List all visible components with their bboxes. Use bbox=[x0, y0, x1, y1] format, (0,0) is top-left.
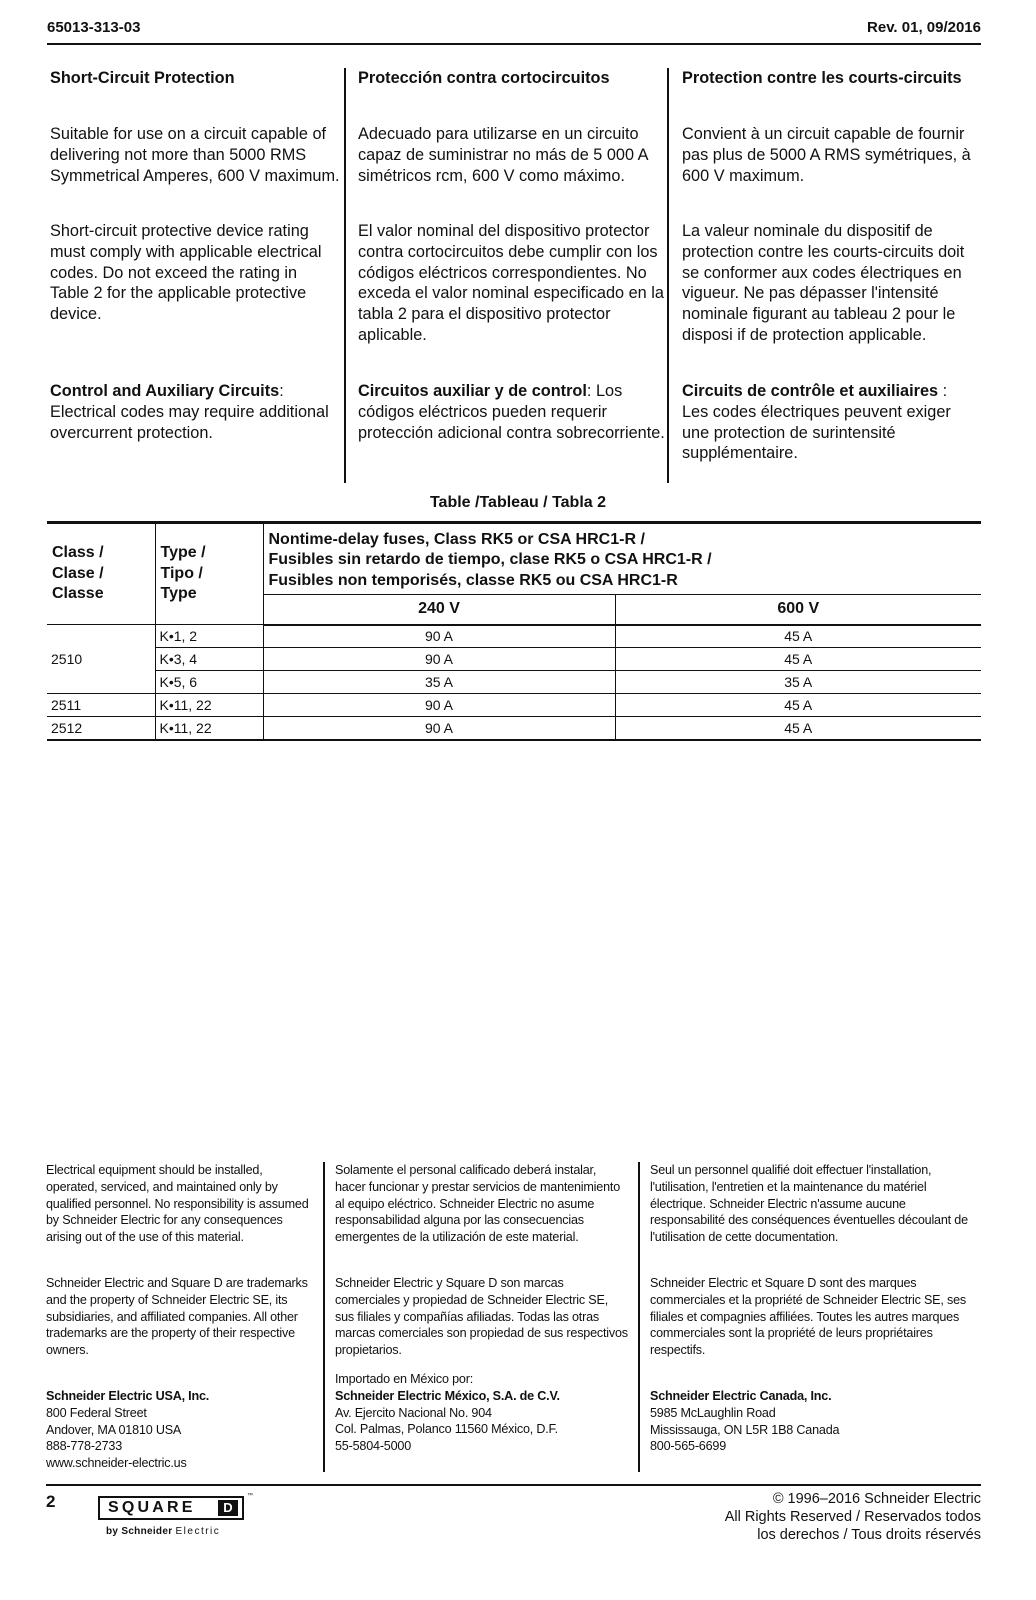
note-heading: Circuitos auxiliar y de control bbox=[358, 382, 587, 400]
phone-number: 888-778-2733 bbox=[46, 1439, 123, 1454]
cell-600v: 45 A bbox=[615, 648, 981, 671]
address-line: Andover, MA 01810 USA bbox=[46, 1422, 182, 1437]
address-line: Mississauga, ON L5R 1B8 Canada bbox=[650, 1422, 840, 1437]
copyright-notice bbox=[725, 1490, 981, 1544]
copyright-line: © 1996–2016 Schneider Electric bbox=[772, 1491, 981, 1507]
paragraph: La valeur nominale du dispositif de protection contre les courts-circuits doit se conformer aux codes électriques en vigueur. Ne pas dépasser l'intensité nominale figurant au tableau 2 pour le disposi if de protection applicable. bbox=[682, 222, 965, 344]
logo-by-schneider: by Schneider bbox=[106, 1526, 173, 1537]
paragraph: Adecuado para utilizarse en un circuito capaz de suministrar no más de 5 000 A simétricos rcm, 600 V como máximo. bbox=[358, 125, 648, 185]
header-type bbox=[155, 523, 263, 625]
fuse-rating-table bbox=[47, 521, 981, 741]
note-punct: : bbox=[586, 382, 592, 400]
cell-240v: 90 A bbox=[263, 648, 615, 671]
header-line: Type bbox=[160, 585, 197, 603]
header-class bbox=[47, 523, 155, 625]
footer-column-spanish bbox=[323, 1162, 628, 1472]
column-spanish bbox=[344, 68, 665, 483]
logo-electric: Electric bbox=[175, 1526, 221, 1537]
footer-paragraph: Seul un personnel qualifié doit effectuer l'installation, l'utilisation, l'entretien et la maintenance du matériel électrique. Schneider Electric n'assume aucune responsabilité des conséquences éventuelles découlant de l'utilisation de cette documentation. bbox=[650, 1163, 968, 1245]
logo-wordmark bbox=[98, 1496, 244, 1520]
note-heading: Circuits de contrôle et auxiliaires bbox=[682, 382, 939, 400]
logo-byline bbox=[106, 1526, 220, 1537]
footer-paragraph: Schneider Electric and Square D are trademarks and the property of Schneider Electric SE, its subsidiaries, and affiliated companies. All other trademarks are the property of their respective owners. bbox=[46, 1276, 308, 1358]
header-fuses bbox=[263, 523, 981, 595]
column-french bbox=[667, 68, 981, 483]
note-text: Los códigos eléctricos pueden requerir protección adicional contra sobrecorriente. bbox=[358, 382, 665, 442]
page-bottom-bar bbox=[46, 1484, 981, 1564]
doc-number: 65013-313-03 bbox=[47, 19, 141, 36]
note-punct: : bbox=[938, 382, 948, 400]
footer-column-english bbox=[46, 1162, 316, 1472]
cell-type: K•11, 22 bbox=[155, 717, 263, 740]
cell-type: K•1, 2 bbox=[155, 625, 263, 648]
note-heading: Control and Auxiliary Circuits bbox=[50, 382, 280, 400]
page-header bbox=[47, 18, 981, 45]
address-line: Col. Palmas, Polanco 11560 México, D.F. bbox=[335, 1422, 558, 1437]
cell-type: K•5, 6 bbox=[155, 671, 263, 694]
footer-paragraph: Schneider Electric y Square D son marcas comerciales y propiedad de Schneider Electric SE, sus filiales y compañías afiliadas. Todas las otras marcas comerciales son propiedad de sus respectivos propietarios. bbox=[335, 1276, 628, 1358]
footer-address bbox=[335, 1371, 628, 1455]
paragraph: Suitable for use on a circuit capable of delivering not more than 5000 RMS Symmetrical Amperes, 600 V maximum. bbox=[50, 125, 340, 185]
footer-address bbox=[650, 1388, 981, 1455]
footer-address bbox=[46, 1388, 316, 1472]
address-line: 800 Federal Street bbox=[46, 1405, 147, 1420]
phone-number: 55-5804-5000 bbox=[335, 1439, 412, 1454]
footer-paragraph: Electrical equipment should be installed, operated, serviced, and maintained only by qualified personnel. No responsibility is assumed by Schneider Electric for any consequences arising out of the use of this material. bbox=[46, 1163, 309, 1245]
table-caption: Table /Tableau / Tabla 2 bbox=[429, 494, 607, 511]
phone-number: 800-565-6699 bbox=[650, 1439, 727, 1454]
import-note: Importado en México por: bbox=[335, 1372, 473, 1386]
section-heading: Short-Circuit Protection bbox=[50, 69, 235, 87]
note-text: Electrical codes may require additional overcurrent protection. bbox=[50, 402, 329, 442]
cell-240v: 35 A bbox=[263, 671, 615, 694]
cell-600v: 35 A bbox=[615, 671, 981, 694]
control-circuits-note bbox=[50, 381, 340, 443]
section-heading: Protección contra cortocircuitos bbox=[358, 69, 610, 87]
paragraph: El valor nominal del dispositivo protector contra cortocircuitos debe cumplir con los códigos eléctricos correspondientes. No exceda el valor nominal especificado en la tabla 2 para el dispositivo protector aplicable. bbox=[358, 222, 664, 344]
header-line: Nontime-delay fuses, Class RK5 or CSA HRC1-R / bbox=[268, 530, 645, 548]
paragraph: Convient à un circuit capable de fournir pas plus de 5000 A RMS symétriques, à 600 V maximum. bbox=[682, 125, 971, 185]
header-line: Class / bbox=[52, 544, 104, 562]
instructions-columns bbox=[47, 68, 981, 483]
table-row bbox=[47, 625, 981, 648]
control-circuits-note bbox=[358, 381, 665, 443]
footer-paragraph: Solamente el personal calificado deberá instalar, hacer funcionar y prestar servicios de mantenimiento al equipo eléctrico. Schneider Electric no asume responsabilidad alguna por las consecuencias emergentes de la utilización de este material. bbox=[335, 1163, 620, 1245]
table-row bbox=[47, 671, 981, 694]
cell-240v: 90 A bbox=[263, 717, 615, 740]
revision: Rev. 01, 09/2016 bbox=[867, 19, 981, 36]
note-text: Les codes électriques peuvent exiger une protection de surintensité supplémentaire. bbox=[682, 402, 951, 463]
cell-600v: 45 A bbox=[615, 717, 981, 740]
header-600v: 600 V bbox=[615, 595, 981, 625]
cell-type: K•11, 22 bbox=[155, 694, 263, 717]
header-line: Classe bbox=[52, 585, 104, 603]
table-row bbox=[47, 694, 981, 717]
address-line: 5985 McLaughlin Road bbox=[650, 1405, 776, 1420]
footer-column-french bbox=[638, 1162, 981, 1472]
cell-600v: 45 A bbox=[615, 694, 981, 717]
address-line: Av. Ejercito Nacional No. 904 bbox=[335, 1405, 492, 1420]
cell-240v: 90 A bbox=[263, 694, 615, 717]
company-name: Schneider Electric México, S.A. de C.V. bbox=[335, 1388, 560, 1403]
logo-d-mark: D bbox=[218, 1500, 238, 1516]
logo-word: SQUARE bbox=[108, 1499, 196, 1516]
section-heading: Protection contre les courts-circuits bbox=[682, 69, 962, 87]
column-english bbox=[50, 68, 340, 483]
header-line: Fusibles sin retardo de tiempo, clase RK5 o CSA HRC1-R / bbox=[268, 551, 712, 569]
cell-class: 2512 bbox=[47, 717, 155, 740]
trademark-symbol: ™ bbox=[247, 1493, 253, 1499]
header-line: Fusibles non temporisés, classe RK5 ou CSA HRC1-R bbox=[268, 571, 678, 589]
control-circuits-note bbox=[682, 381, 981, 464]
cell-class: 2510 bbox=[47, 625, 155, 694]
cell-class: 2511 bbox=[47, 694, 155, 717]
table-row bbox=[47, 717, 981, 740]
legal-footer bbox=[46, 1162, 981, 1477]
paragraph: Short-circuit protective device rating must comply with applicable electrical codes. Do not exceed the rating in Table 2 for the applicable protective device. bbox=[50, 222, 322, 324]
header-line: Type / bbox=[160, 544, 206, 562]
cell-240v: 90 A bbox=[263, 625, 615, 648]
page-number: 2 bbox=[46, 1492, 56, 1511]
table-row bbox=[47, 648, 981, 671]
company-name: Schneider Electric USA, Inc. bbox=[46, 1389, 210, 1403]
square-d-logo bbox=[98, 1493, 253, 1542]
note-punct: : bbox=[279, 382, 284, 400]
footer-paragraph: Schneider Electric et Square D sont des marques commerciales et la propriété de Schneider Electric SE, ses filiales et compagnies affiliées. Toutes les autres marques commerciales sont la propriété de leurs propriétaires respectifs. bbox=[650, 1276, 966, 1358]
website-link[interactable]: www.schneider-electric.us bbox=[46, 1456, 187, 1471]
company-name: Schneider Electric Canada, Inc. bbox=[650, 1389, 832, 1403]
header-240v: 240 V bbox=[263, 595, 615, 625]
header-line: Tipo / bbox=[160, 564, 203, 582]
copyright-line: los derechos / Tous droits réservés bbox=[757, 1527, 981, 1543]
cell-600v: 45 A bbox=[615, 625, 981, 648]
header-line: Clase / bbox=[52, 564, 104, 582]
cell-type: K•3, 4 bbox=[155, 648, 263, 671]
copyright-line: All Rights Reserved / Reservados todos bbox=[724, 1509, 981, 1525]
